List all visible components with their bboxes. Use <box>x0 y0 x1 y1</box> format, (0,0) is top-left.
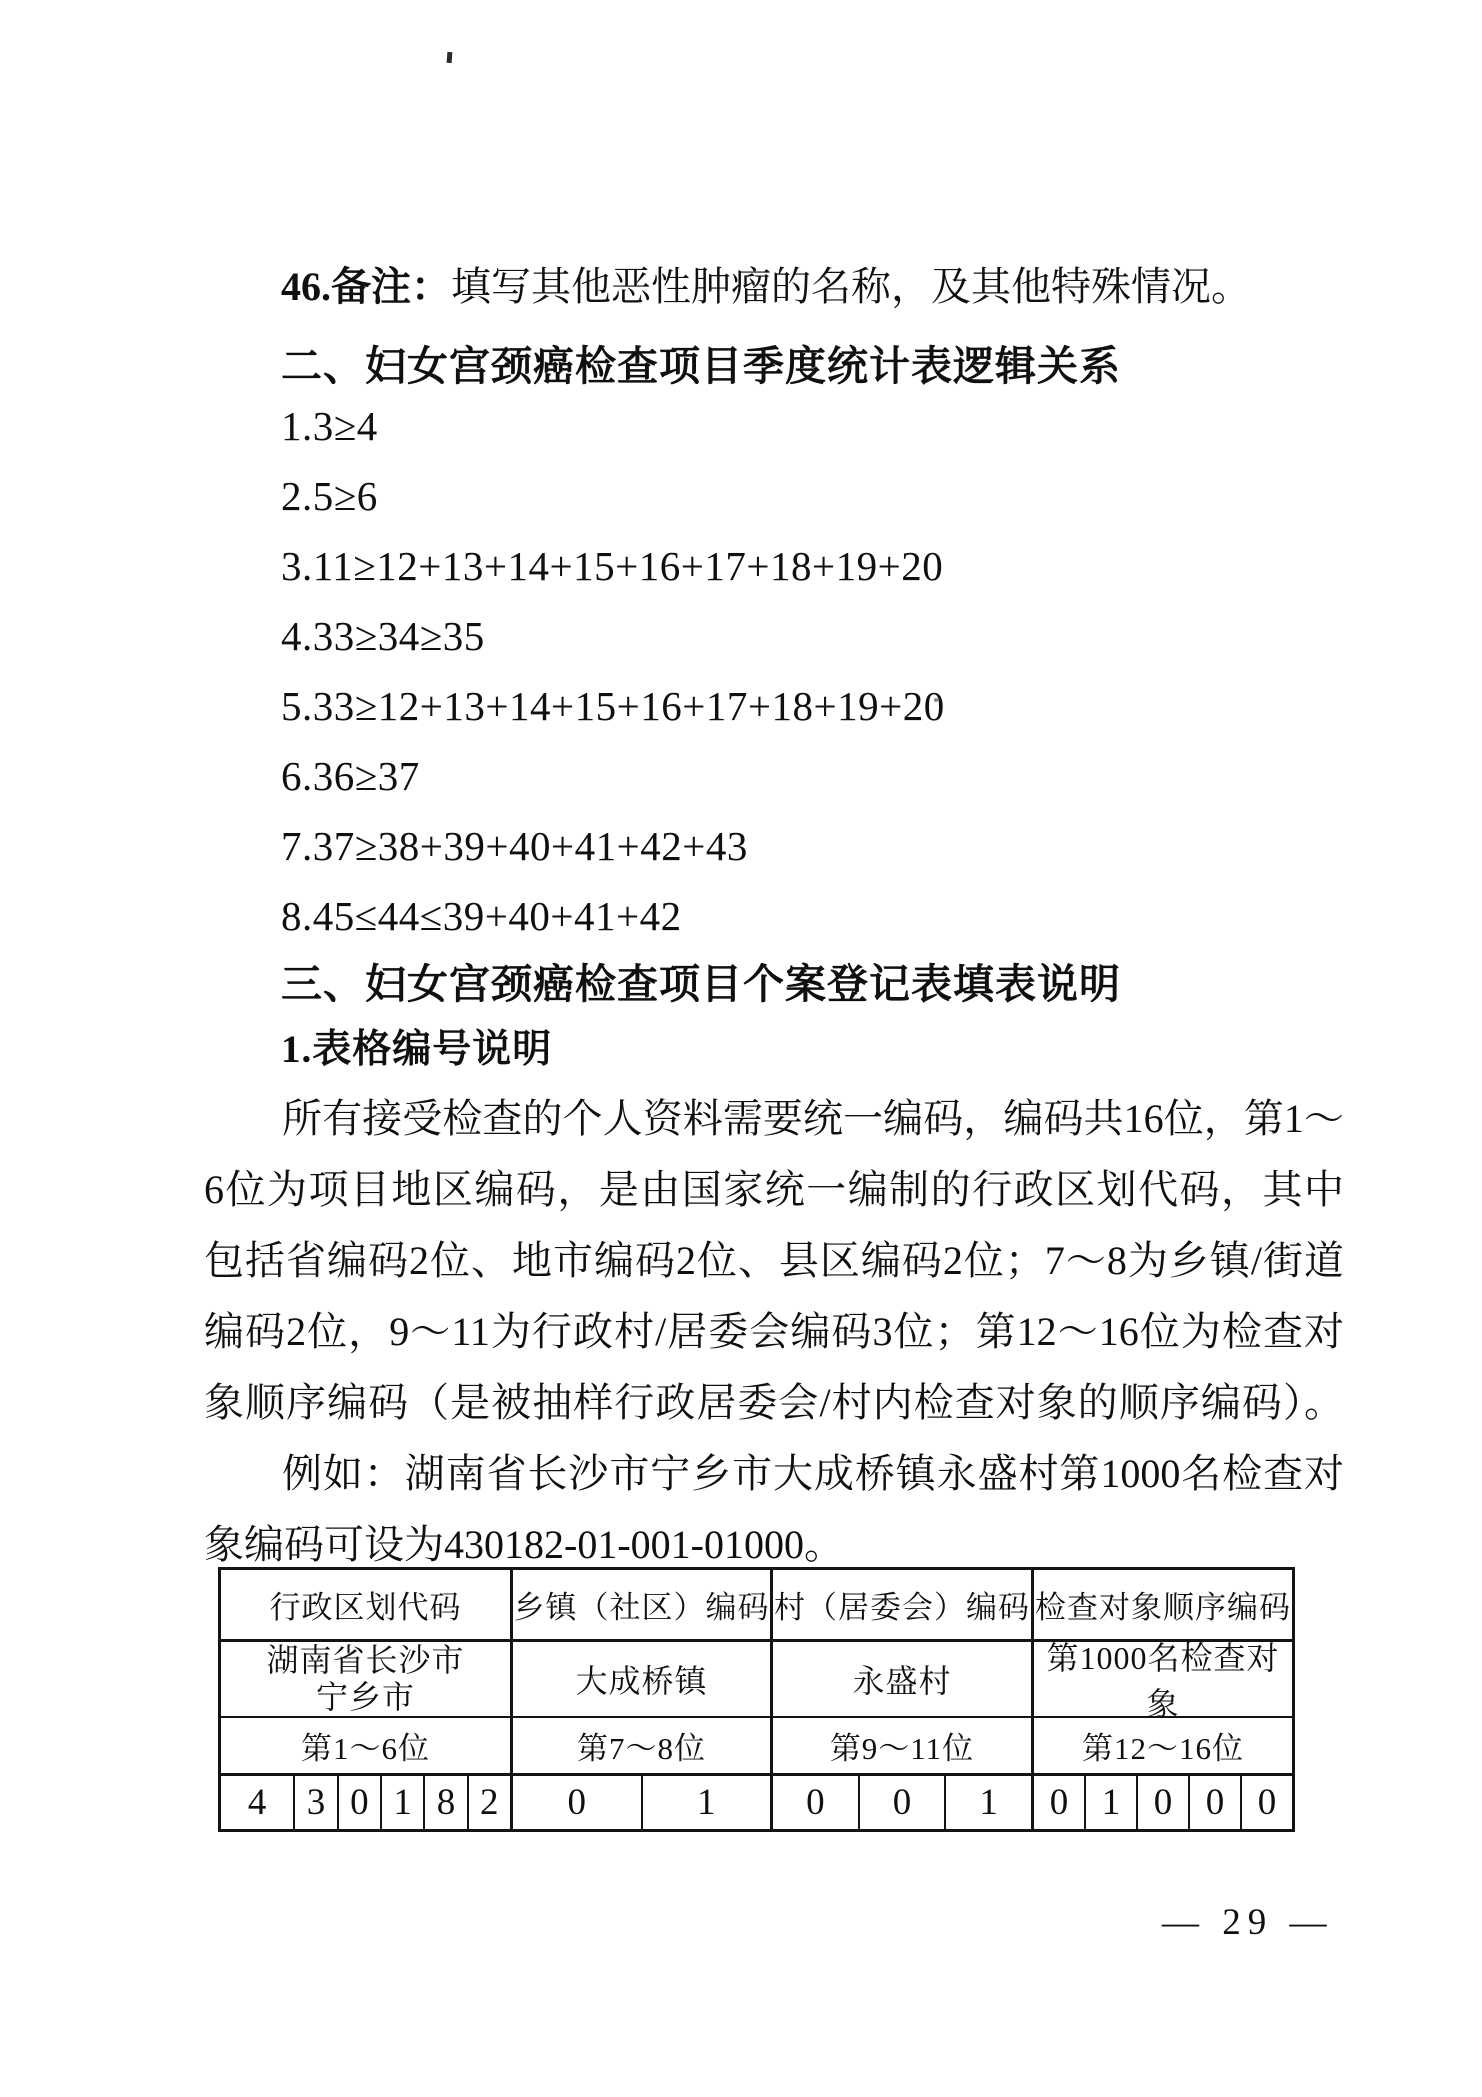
logic-relation-item: 6.36≥37 <box>281 753 420 799</box>
paragraph-line: 象编码可设为430182-01-001-01000。 <box>204 1522 844 1567</box>
position-cell: 第12～16位 <box>1082 1731 1244 1766</box>
paragraph-line: 编码2位，9～11为行政村/居委会编码3位；第12～16位为检查对 <box>204 1309 1344 1354</box>
logic-relation-item: 4.33≥34≥35 <box>281 613 485 659</box>
digit-group-township <box>513 1776 773 1829</box>
digit-cell: 0 <box>1257 1782 1277 1823</box>
table-header-cell: 检查对象顺序编码 <box>1035 1590 1291 1625</box>
logic-relation-item: 5.33≥12+13+14+15+16+17+18+19+20 <box>281 683 945 729</box>
paragraph-line: 所有接受检查的个人资料需要统一编码，编码共16位，第1～ <box>282 1096 1344 1141</box>
logic-relation-item: 8.45≤44≤39+40+41+42 <box>281 893 682 939</box>
coding-example-table <box>218 1567 1295 1832</box>
coding-explanation-paragraph <box>204 1094 1344 1591</box>
digit-cell: 1 <box>979 1782 998 1823</box>
digit-group-village <box>773 1776 1034 1829</box>
example-cell-line: 湖南省长沙市 <box>266 1642 465 1678</box>
digit-cell: 0 <box>1034 1776 1086 1829</box>
digit-cell: 0 <box>1190 1776 1242 1829</box>
logic-relation-item: 2.5≥6 <box>281 473 378 519</box>
digit-cell: 0 <box>513 1776 643 1829</box>
paragraph-line: 象顺序编码（是被抽样行政居委会/村内检查对象的顺序编码）。 <box>204 1380 1344 1425</box>
note-46 <box>281 264 1361 310</box>
digit-cell: 1 <box>382 1776 425 1829</box>
example-cell: 第1000名检查对象 <box>1046 1640 1280 1722</box>
table-header-cell: 乡镇（社区）编码 <box>513 1570 773 1639</box>
digit-cell: 8 <box>425 1776 468 1829</box>
example-cell <box>221 1642 513 1716</box>
table-header-row <box>221 1570 1292 1642</box>
digit-cell: 0 <box>339 1776 382 1829</box>
example-cell: 永盛村 <box>773 1642 1034 1716</box>
digit-group-region <box>221 1776 513 1829</box>
table-header-cell: 行政区划代码 <box>221 1570 513 1639</box>
scan-artifact-dot <box>447 52 453 63</box>
page-number: — 29 — <box>1162 1902 1334 1943</box>
digit-cell: 4 <box>221 1776 295 1829</box>
example-cell-line: 宁乡市 <box>315 1679 415 1715</box>
logic-relation-list <box>281 400 1281 960</box>
table-digit-row <box>221 1776 1292 1829</box>
paragraph-line: 6位为项目地区编码，是由国家统一编制的行政区划代码，其中 <box>204 1167 1344 1212</box>
digit-cell: 1 <box>1086 1776 1138 1829</box>
digit-cell: 0 <box>773 1776 860 1829</box>
digit-group-sequence <box>1034 1776 1292 1829</box>
note-46-label: 46.备注： <box>281 264 451 309</box>
digit-cell: 0 <box>860 1776 947 1829</box>
digit-cell: 3 <box>295 1776 338 1829</box>
section2-heading: 二、妇女宫颈癌检查项目季度统计表逻辑关系 <box>281 343 1121 389</box>
paragraph-line: 例如：湖南省长沙市宁乡市大成桥镇永盛村第1000名检查对 <box>282 1451 1344 1496</box>
logic-relation-item: 1.3≥4 <box>281 403 378 449</box>
table-position-row <box>221 1718 1292 1776</box>
position-cell: 第7～8位 <box>513 1718 773 1773</box>
table-header-cell: 村（居委会）编码 <box>773 1570 1034 1639</box>
digit-cell: 0 <box>1138 1776 1190 1829</box>
example-cell: 大成桥镇 <box>513 1642 773 1716</box>
paragraph-line: 包括省编码2位、地市编码2位、县区编码2位；7～8为乡镇/街道 <box>204 1238 1344 1283</box>
position-cell: 第9～11位 <box>773 1718 1034 1773</box>
section3-heading: 三、妇女宫颈癌检查项目个案登记表填表说明 <box>281 961 1121 1007</box>
note-46-text: 填写其他恶性肿瘤的名称，及其他特殊情况。 <box>451 264 1251 309</box>
subsection1-heading: 1.表格编号说明 <box>281 1028 553 1071</box>
table-example-row <box>221 1640 1292 1722</box>
logic-relation-item: 3.11≥12+13+14+15+16+17+18+19+20 <box>281 543 944 589</box>
logic-relation-item: 7.37≥38+39+40+41+42+43 <box>281 823 748 869</box>
digit-cell: 1 <box>697 1782 716 1823</box>
digit-cell: 2 <box>480 1782 499 1823</box>
position-cell: 第1～6位 <box>221 1718 513 1773</box>
